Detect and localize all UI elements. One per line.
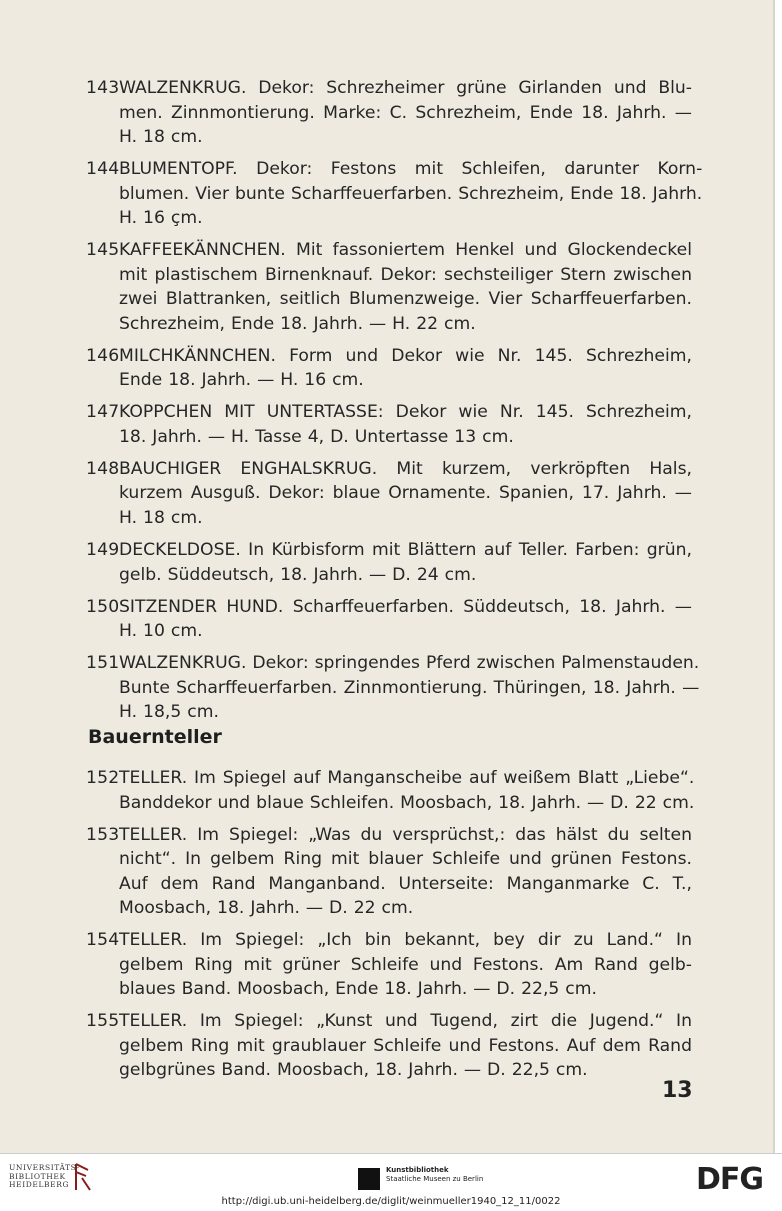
entry-line: KAFFEEKÄNNCHEN. Mit fassoniertem Henkel und Glockendeckel [119,240,692,261]
catalog-entry [86,157,703,231]
entry-line: BLUMENTOPF. Dekor: Festons mit Schleifen, darunter Korn- [119,159,703,180]
viewer-footer [0,1153,782,1211]
entry-number: 151 [86,653,120,674]
catalog-entry [86,238,692,336]
entry-number: 144 [86,159,120,180]
catalog-entry [86,823,692,921]
entry-number: 145 [86,240,120,261]
entry-line: H. 10 cm. [119,621,203,642]
entry-line: DECKELDOSE. In Kürbisform mit Blättern auf Teller. Farben: grün, [119,540,692,561]
catalog-entry [86,538,692,587]
entry-line: men. Zinnmontierung. Marke: C. Schrezheim, Ende 18. Jahrh. — [119,102,692,123]
catalog-entry [86,457,692,531]
entry-line: H. 18 cm. [119,127,203,147]
entry-text [119,157,702,231]
catalog-entry [86,928,692,1002]
entry-text [119,400,692,449]
entry-line: gelbem Ring mit grüner Schleife und Festons. Am Rand gelb- [119,954,692,975]
entry-line: MILCHKÄNNCHEN. Form und Dekor wie Nr. 145. Schrezheim, [119,345,692,366]
uni-logo-line: UNIVERSITÄTS- [9,1163,80,1172]
catalog-entry [86,400,692,449]
entry-line: TELLER. Im Spiegel auf Manganscheibe auf weißem Blatt „Liebe“. [119,768,695,788]
catalog-entry [86,76,692,150]
entry-line: blaues Band. Moosbach, Ende 18. Jahrh. — D. 22,5 cm. [119,979,597,1000]
entry-line: zwei Blattranken, seitlich Blumenzweige. Vier Scharffeuerfarben. [119,289,692,310]
entry-line: Schrezheim, Ende 18. Jahrh. — H. 22 cm. [119,313,476,334]
entry-number: 148 [86,458,120,479]
entry-line: BAUCHIGER ENGHALSKRUG. Mit kurzem, verkröpften Hals, [119,458,692,479]
entry-line: gelb. Süddeutsch, 18. Jahrh. — D. 24 cm. [119,564,477,585]
entry-line: H. 18,5 cm. [119,702,219,723]
catalog-entry [86,651,700,725]
entry-text [119,457,692,531]
entry-line: mit plastischem Birnenknauf. Dekor: sechsteiliger Stern zwischen [119,264,692,285]
entry-line: TELLER. Im Spiegel: „Ich bin bekannt, bey dir zu Land.“ In [119,930,692,951]
entry-text [119,595,692,644]
entry-number: 143 [86,78,120,98]
entry-line: nicht“. In gelbem Ring mit blauer Schleife und grünen Festons. [119,849,692,870]
entry-text [119,928,692,1002]
section-title: Bauernteller [88,726,222,748]
entry-line: H. 16 çm. [119,208,203,229]
kb-title: Kunstbibliothek [386,1166,449,1174]
entry-line: H. 18 cm. [119,507,203,528]
entry-text [119,76,692,150]
catalog-entry [86,766,695,815]
entry-line: 18. Jahrh. — H. Tasse 4, D. Untertasse 13 cm. [119,426,514,447]
kb-subtitle: Staatliche Museen zu Berlin [386,1175,484,1183]
source-url-link[interactable]: http://digi.ub.uni-heidelberg.de/diglit/weinmueller1940_12_11/0022 [221,1196,561,1207]
entry-text [119,538,692,587]
entry-line: WALZENKRUG. Dekor: Schrezheimer grüne Girlanden und Blu- [119,78,692,98]
university-library-logo[interactable] [9,1164,80,1190]
entry-number: 149 [86,540,120,561]
entry-number: 152 [86,768,120,788]
uni-logo-line: BIBLIOTHEK [9,1171,66,1181]
entry-text [119,238,692,336]
entry-line: SITZENDER HUND. Scharffeuerfarben. Süddeutsch, 18. Jahrh. — [119,596,692,617]
catalog-entry [86,595,692,644]
kunstbibliothek-label [386,1166,483,1184]
entry-line: WALZENKRUG. Dekor: springendes Pferd zwischen Palmenstauden. [119,653,700,674]
entry-number: 155 [86,1011,120,1032]
dfg-logo[interactable]: DFG [696,1162,764,1197]
entry-text [119,651,699,725]
entry-line: TELLER. Im Spiegel: „Kunst und Tugend, zirt die Jugend.“ In [119,1011,692,1032]
entry-line: Auf dem Rand Manganband. Unterseite: Manganmarke C. T., [119,873,692,894]
catalog-entry [86,344,692,393]
entry-number: 146 [86,345,120,366]
university-seal-icon [72,1162,94,1192]
entry-number: 153 [86,824,120,845]
entry-text [119,1009,692,1083]
entry-line: blumen. Vier bunte Scharffeuerfarben. Schrezheim, Ende 18. Jahrh. [119,183,703,204]
entry-line: Moosbach, 18. Jahrh. — D. 22 cm. [119,898,414,919]
entry-line: kurzem Ausguß. Dekor: blaue Ornamente. Spanien, 17. Jahrh. — [119,483,692,504]
catalog-entry [86,1009,692,1083]
entry-text [119,344,692,393]
entry-text [119,766,694,815]
page-number: 13 [662,1078,693,1103]
entry-line: KOPPCHEN MIT UNTERTASSE: Dekor wie Nr. 145. Schrezheim, [119,402,692,423]
entry-line: Ende 18. Jahrh. — H. 16 cm. [119,370,364,391]
entry-line: gelbgrünes Band. Moosbach, 18. Jahrh. — D. 22,5 cm. [119,1060,588,1081]
entry-line: gelbem Ring mit graublauer Schleife und Festons. Auf dem Rand [119,1035,692,1056]
entry-number: 150 [86,596,120,617]
entry-line: TELLER. Im Spiegel: „Was du versprüchst,: das hälst du selten [119,824,692,845]
entry-text [119,823,692,921]
entry-line: Bunte Scharffeuerfarben. Zinnmontierung. Thüringen, 18. Jahrh. — [119,677,700,698]
entry-line: Banddekor und blaue Schleifen. Moosbach, 18. Jahrh. — D. 22 cm. [119,792,695,813]
catalog-entries [86,76,703,732]
entry-number: 147 [86,402,120,423]
kunstbibliothek-logo-icon[interactable] [358,1168,380,1190]
entry-number: 154 [86,930,120,951]
uni-logo-line: HEIDELBERG [9,1180,70,1189]
catalog-entries-plates [86,766,695,1090]
